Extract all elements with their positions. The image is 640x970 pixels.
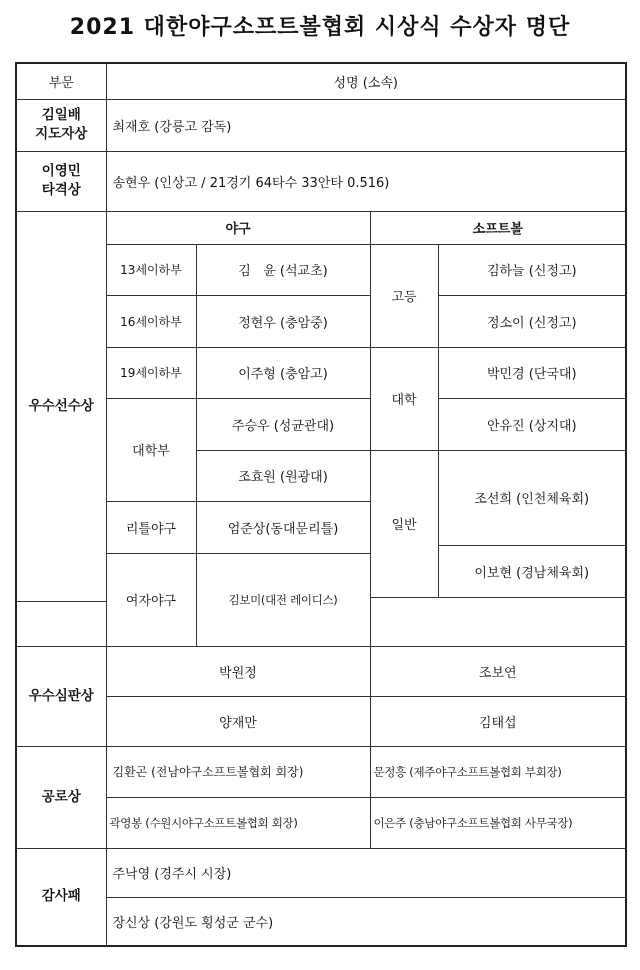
umpire-winner: 조보연 xyxy=(370,646,626,696)
page-title: 2021 대한야구소프트볼협회 시상식 수상자 명단 xyxy=(69,15,571,40)
baseball-division: 13세이하부 xyxy=(106,244,196,295)
baseball-division: 16세이하부 xyxy=(106,295,196,347)
baseball-winner: 정현우 (충암중) xyxy=(196,295,370,347)
baseball-winner: 엄준상(동대문리틀) xyxy=(196,501,370,553)
table-row xyxy=(16,244,626,295)
baseball-division: 리틀야구 xyxy=(106,501,196,553)
table-row xyxy=(16,347,626,398)
baseball-winner: 조효원 (원광대) xyxy=(196,450,370,501)
softball-label: 소프트볼 xyxy=(370,211,626,244)
softball-division: 대학 xyxy=(370,347,438,450)
baseball-winner: 주승우 (성균관대) xyxy=(196,398,370,450)
softball-winner: 조선희 (인천체육회) xyxy=(438,450,626,545)
batting-award-winner: 송현우 (인상고 / 21경기 64타수 33안타 0.516) xyxy=(106,151,626,211)
merit-winner: 곽영봉 (수원시야구소프트볼협회 회장) xyxy=(106,797,370,848)
header-name: 성명 (소속) xyxy=(106,63,626,99)
coach-award-winner: 최재호 (강릉고 감독) xyxy=(106,99,626,151)
excellent-award-category: 우수선수상 xyxy=(16,211,106,601)
baseball-winner: 이주형 (충암고) xyxy=(196,347,370,398)
awards-table xyxy=(15,62,627,947)
umpire-row xyxy=(16,646,626,696)
softball-winner: 이보현 (경남체육회) xyxy=(438,545,626,597)
umpire-winner: 김태섭 xyxy=(370,696,626,746)
merit-winner: 김환곤 (전남야구소프트볼협회 회장) xyxy=(106,746,370,797)
baseball-winner: 김 윤 (석교초) xyxy=(196,244,370,295)
baseball-label: 야구 xyxy=(106,211,370,244)
excellent-subheader-row xyxy=(16,211,626,244)
merit-row xyxy=(16,746,626,797)
merit-winner: 문정흥 (제주야구소프트볼협회 부회장) xyxy=(370,746,626,797)
softball-division: 일반 xyxy=(370,450,438,597)
plaque-row xyxy=(16,897,626,946)
baseball-winner: 김보미(대전 레이디스) xyxy=(196,553,370,646)
umpire-award-category: 우수심판상 xyxy=(16,646,106,746)
merit-award-category: 공로상 xyxy=(16,746,106,848)
table-row xyxy=(16,398,626,450)
softball-winner: 안유진 (상지대) xyxy=(438,398,626,450)
batting-award-row xyxy=(16,151,626,211)
softball-winner: 박민경 (단국대) xyxy=(438,347,626,398)
header-row xyxy=(16,63,626,99)
coach-award-row xyxy=(16,99,626,151)
merit-row xyxy=(16,797,626,848)
umpire-row xyxy=(16,696,626,746)
softball-winner: 김하늘 (신정고) xyxy=(438,244,626,295)
umpire-winner: 양재만 xyxy=(106,696,370,746)
baseball-division: 19세이하부 xyxy=(106,347,196,398)
softball-division: 고등 xyxy=(370,244,438,347)
softball-winner: 정소이 (신정고) xyxy=(438,295,626,347)
merit-winner: 이은주 (충남야구소프트볼협회 사무국장) xyxy=(370,797,626,848)
plaque-category: 감사패 xyxy=(16,848,106,946)
baseball-division: 대학부 xyxy=(106,398,196,501)
header-category: 부문 xyxy=(16,63,106,99)
batting-award-category: 이영민 타격상 xyxy=(16,151,106,211)
baseball-division: 여자야구 xyxy=(106,553,196,646)
coach-award-category: 김일배 지도자상 xyxy=(16,99,106,151)
plaque-winner: 장신상 (강원도 횡성군 군수) xyxy=(106,897,626,946)
table-row xyxy=(16,295,626,347)
umpire-winner: 박원정 xyxy=(106,646,370,696)
plaque-row xyxy=(16,848,626,897)
plaque-winner: 주낙영 (경주시 시장) xyxy=(106,848,626,897)
